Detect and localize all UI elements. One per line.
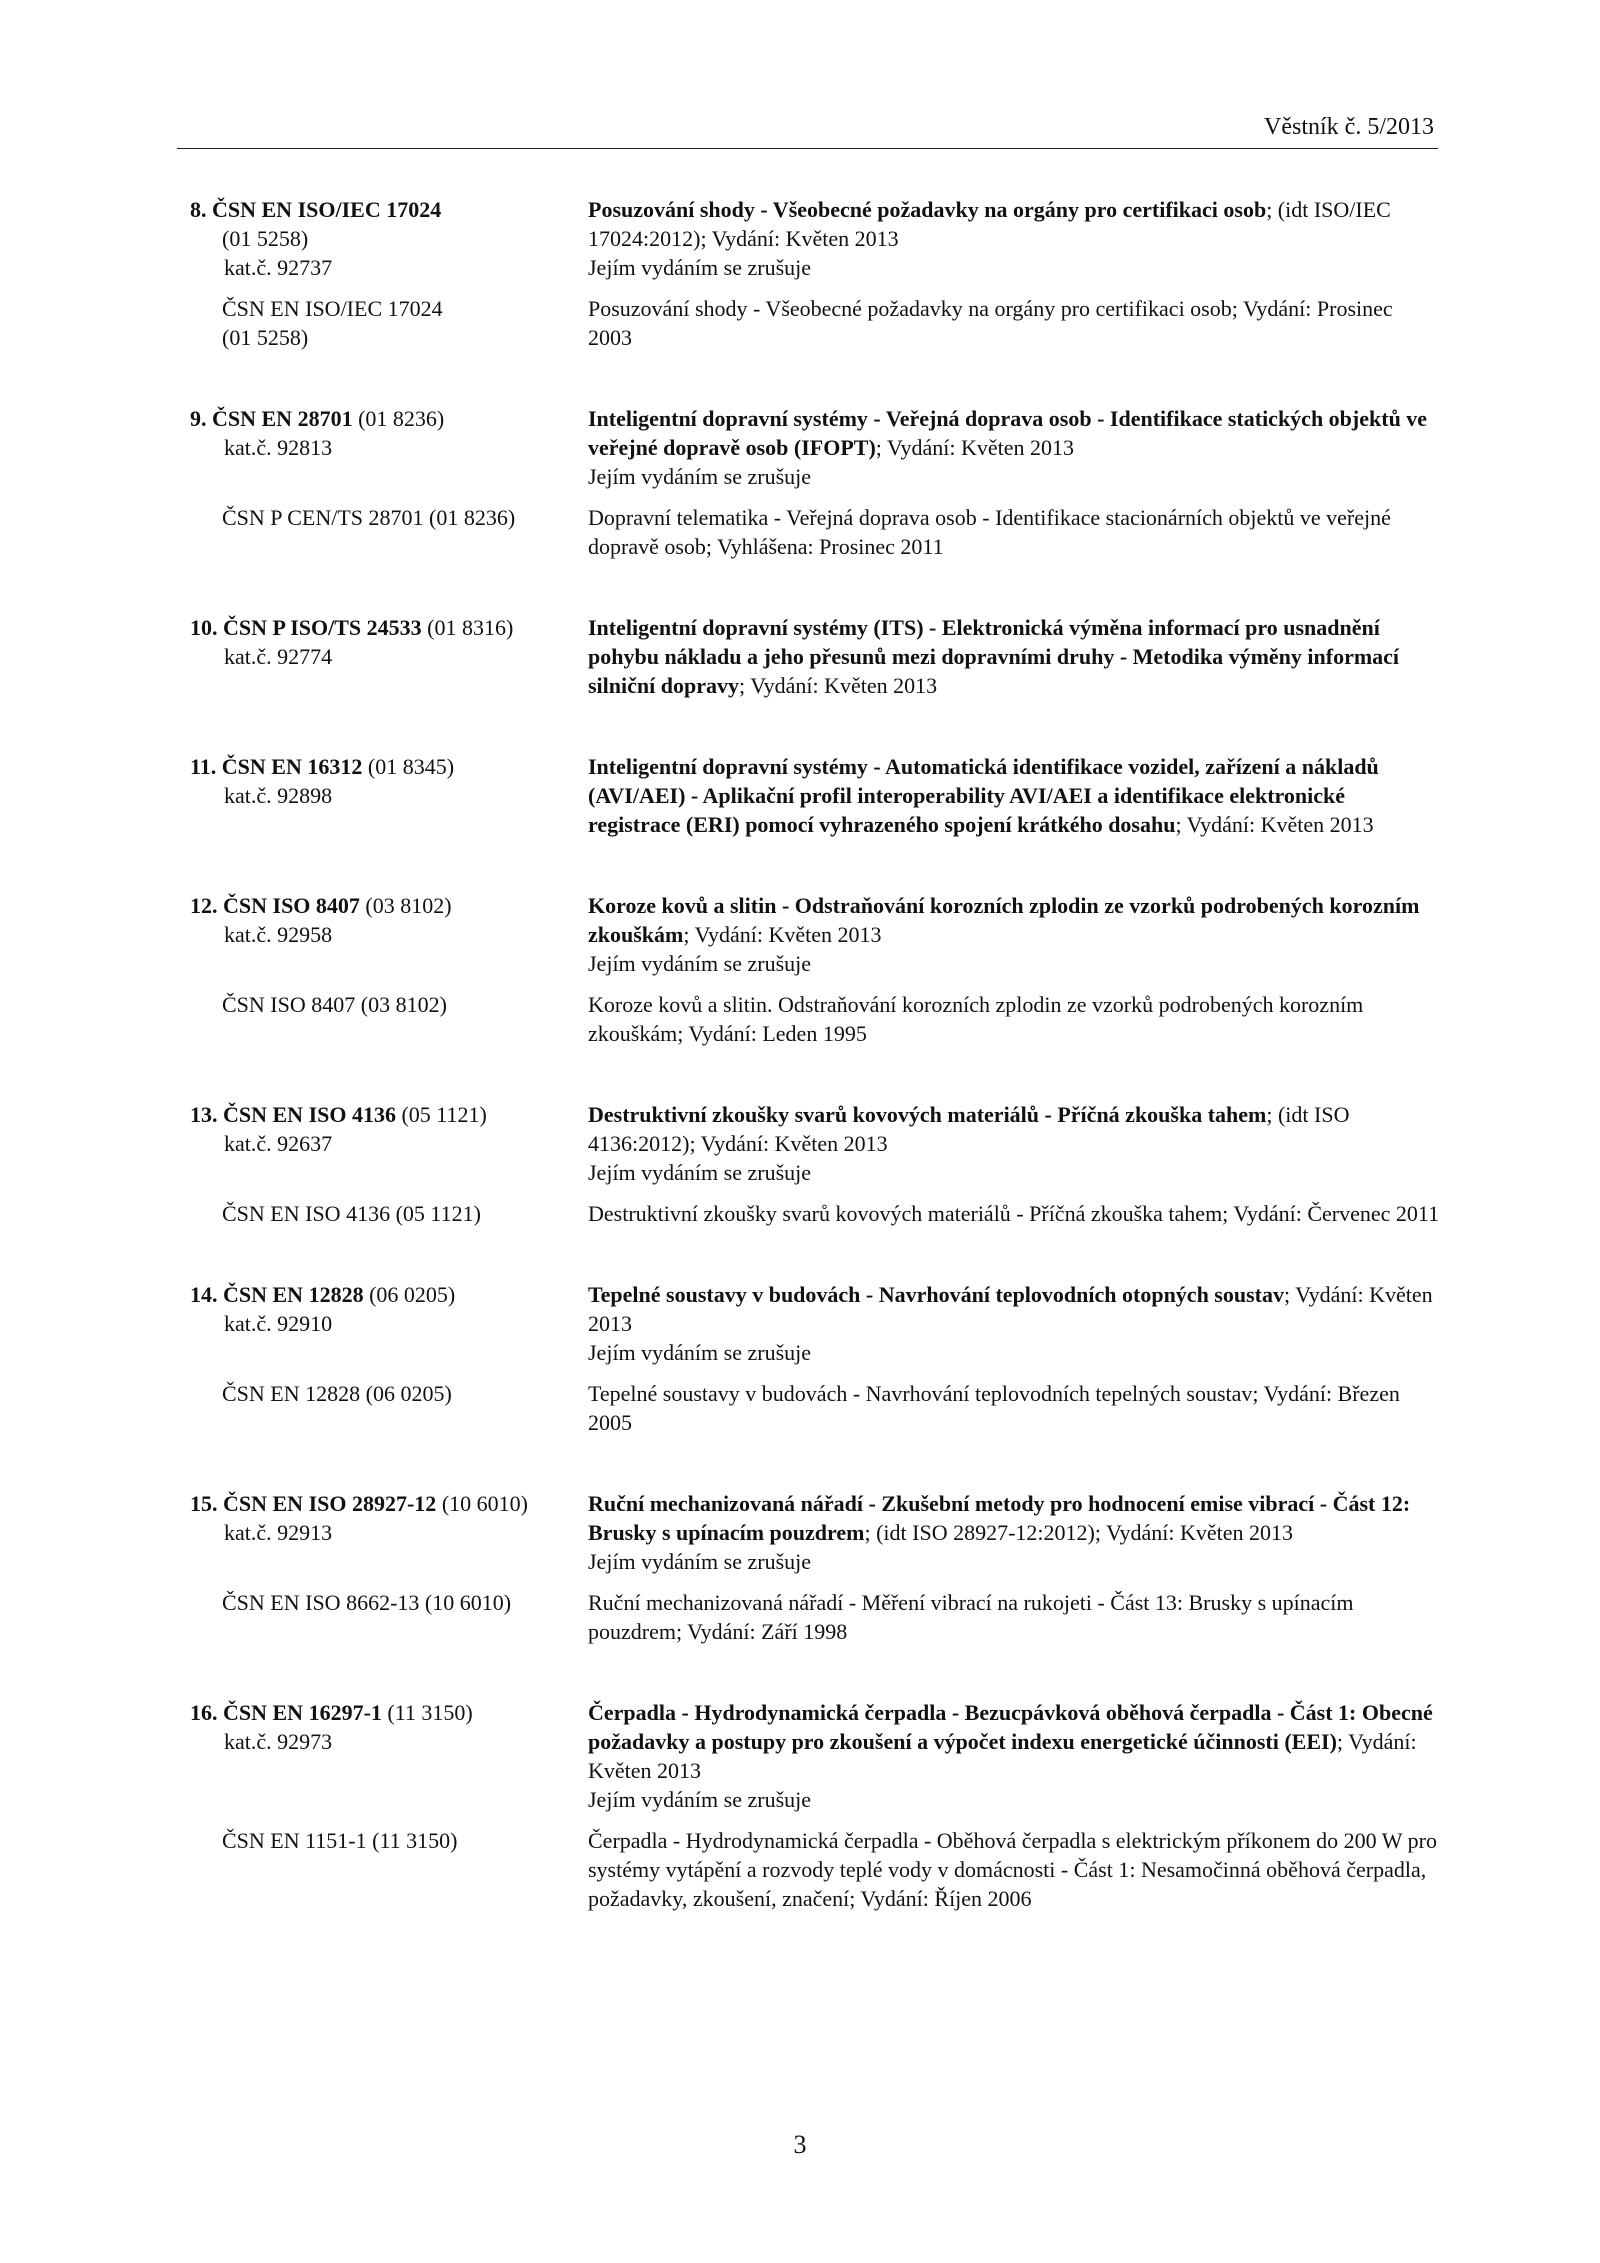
standard-id: 9. ČSN EN 28701 (01 8236) kat.č. 92813 [190,406,445,460]
standard-id: 11. ČSN EN 16312 (01 8345) kat.č. 92898 [190,754,455,808]
standard-title: Ruční mechanizovaná nářadí - Zkušební metody pro hodnocení emise vibrací - Část 12: Brusky s upínacím pouzdrem; (idt ISO 28927-12:2012); Vydání: Květen 2013 Jejím vydáním se zrušuje [588,1491,1411,1574]
cancel-note: Jejím vydáním se zrušuje [588,1787,812,1812]
standard-entry-16 [190,1698,1440,1913]
page-header [177,112,1438,149]
standard-title: Inteligentní dopravní systémy - Veřejná doprava osob - Identifikace statických objektů ve veřejné dopravě osob (IFOPT); Vydání: Květen 2013 Jejím vydáním se zrušuje [588,406,1428,489]
standard-title: Koroze kovů a slitin - Odstraňování korozních zplodin ze vzorků podrobených korozním zkouškám; Vydání: Květen 2013 Jejím vydáním se zrušuje [588,893,1420,976]
standard-entry-13 [190,1100,1440,1228]
replaced-standard-title: Ruční mechanizovaná nářadí - Měření vibrací na rukojeti - Část 13: Brusky s upínacím pouzdrem; Vydání: Září 1998 [588,1590,1354,1644]
standard-title: Tepelné soustavy v budovách - Navrhování teplovodních otopných soustav; Vydání: Květen 2013 Jejím vydáním se zrušuje [588,1282,1433,1365]
standard-entry-15 [190,1489,1440,1646]
replaced-standard-title: Koroze kovů a slitin. Odstraňování korozních zplodin ze vzorků podrobených korozním zkouškám; Vydání: Leden 1995 [588,992,1364,1046]
standard-title: Posuzování shody - Všeobecné požadavky na orgány pro certifikaci osob; (idt ISO/IEC 17024:2012); Vydání: Květen 2013 Jejím vydáním se zrušuje [588,197,1391,280]
standard-id: 8. ČSN EN ISO/IEC 17024 (01 5258) kat.č. 92737 [190,197,442,280]
replaced-standard-title: Destruktivní zkoušky svarů kovových materiálů - Příčná zkouška tahem; Vydání: Červenec 2011 [588,1201,1440,1226]
standard-id: 13. ČSN EN ISO 4136 (05 1121) kat.č. 92637 [190,1102,487,1156]
cancel-note: Jejím vydáním se zrušuje [588,1160,812,1185]
replaced-standard-title: Posuzování shody - Všeobecné požadavky na orgány pro certifikaci osob; Vydání: Prosinec 2003 [588,296,1393,350]
cancel-note: Jejím vydáním se zrušuje [588,255,812,280]
replaced-standard-id: ČSN EN ISO/IEC 17024 (01 5258) [222,296,443,350]
page-number: 3 [793,2130,807,2159]
standard-title: Čerpadla - Hydrodynamická čerpadla - Bezucpávková oběhová čerpadla - Část 1: Obecné požadavky a postupy pro zkoušení a výpočet indexu energetické účinnosti (EEI); Vydání: Květen 2013 Jejím vydáním se zrušuje [588,1700,1433,1812]
standard-id: 14. ČSN EN 12828 (06 0205) kat.č. 92910 [190,1282,456,1336]
replaced-standard-title: Tepelné soustavy v budovách - Navrhování teplovodních tepelných soustav; Vydání: Březen 2005 [588,1381,1400,1435]
standard-id: 10. ČSN P ISO/TS 24533 (01 8316) kat.č. 92774 [190,615,514,669]
standard-entry-11 [190,752,1440,839]
standards-list [190,195,1440,1965]
replaced-standard-id: ČSN P CEN/TS 28701 (01 8236) [222,505,516,530]
standard-id: 16. ČSN EN 16297-1 (11 3150) kat.č. 92973 [190,1700,473,1754]
standard-title: Inteligentní dopravní systémy (ITS) - Elektronická výměna informací pro usnadnění pohybu nákladu a jeho přesunů mezi dopravními druhy - Metodika výměny informací silniční dopravy; Vydání: Květen 2013 [588,615,1400,698]
standard-entry-8 [190,195,1440,352]
replaced-standard-id: ČSN ISO 8407 (03 8102) [222,992,447,1017]
standard-title: Destruktivní zkoušky svarů kovových materiálů - Příčná zkouška tahem; (idt ISO 4136:2012); Vydání: Květen 2013 Jejím vydáním se zrušuje [588,1102,1350,1185]
replaced-standard-title: Dopravní telematika - Veřejná doprava osob - Identifikace stacionárních objektů ve veřejné dopravě osob; Vyhlášena: Prosinec 2011 [588,505,1391,559]
standard-entry-9 [190,404,1440,561]
replaced-standard-title: Čerpadla - Hydrodynamická čerpadla - Oběhová čerpadla s elektrickým příkonem do 200 W pro systémy vytápění a rozvody teplé vody v domácnosti - Část 1: Nesamočinná oběhová čerpadla, požadavky, zkoušení, značení; Vydání: Říjen 2006 [588,1828,1437,1911]
cancel-note: Jejím vydáním se zrušuje [588,1549,812,1574]
standard-id: 12. ČSN ISO 8407 (03 8102) kat.č. 92958 [190,893,452,947]
bulletin-title: Věstník č. 5/2013 [1264,114,1434,140]
replaced-standard-id: ČSN EN 12828 (06 0205) [222,1381,452,1406]
standard-title: Inteligentní dopravní systémy - Automatická identifikace vozidel, zařízení a nákladů (AVI/AEI) - Aplikační profil interoperability AVI/AEI a identifikace elektronické registrace (ERI) pomocí vyhrazeného spojení krátkého dosahu; Vydání: Květen 2013 [588,754,1379,837]
cancel-note: Jejím vydáním se zrušuje [588,1340,812,1365]
replaced-standard-id: ČSN EN ISO 4136 (05 1121) [222,1201,481,1226]
standard-entry-10 [190,613,1440,700]
standard-id: 15. ČSN EN ISO 28927-12 (10 6010) kat.č. 92913 [190,1491,528,1545]
replaced-standard-id: ČSN EN ISO 8662-13 (10 6010) [222,1590,512,1615]
replaced-standard-id: ČSN EN 1151-1 (11 3150) [222,1828,458,1853]
cancel-note: Jejím vydáním se zrušuje [588,951,812,976]
standard-entry-12 [190,891,1440,1048]
cancel-note: Jejím vydáním se zrušuje [588,464,812,489]
standard-entry-14 [190,1280,1440,1437]
